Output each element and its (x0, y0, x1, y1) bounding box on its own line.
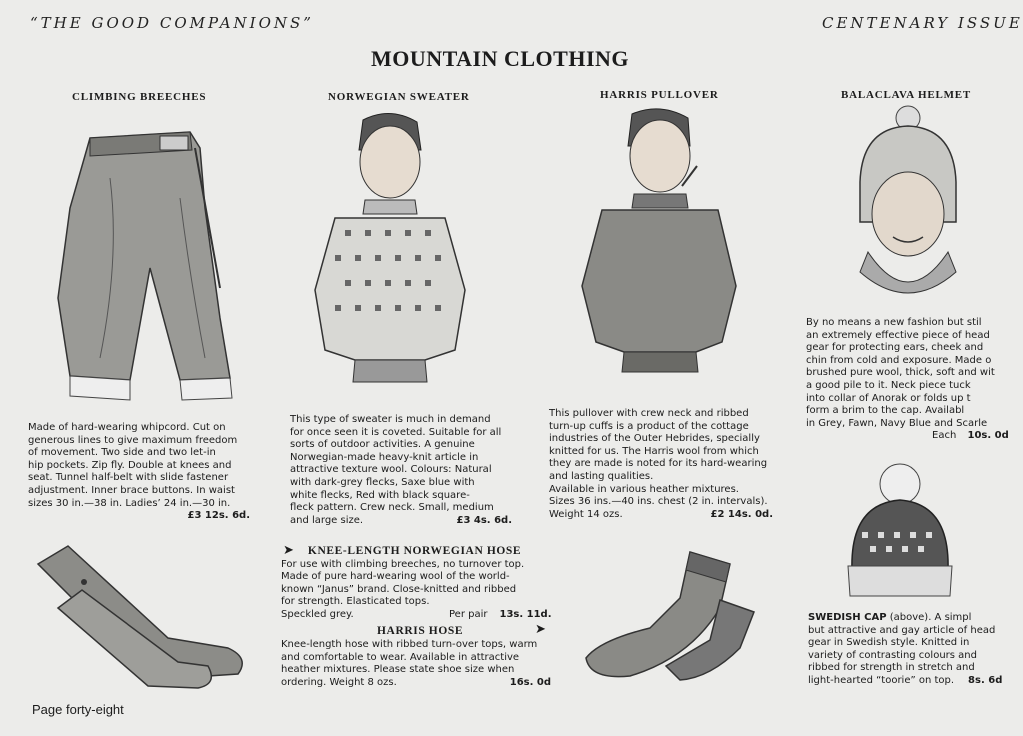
price-swedish-cap: 8s. 6d (968, 674, 1003, 686)
price-harris-hose: 16s. 0d (509, 676, 551, 688)
description-line: an extremely effective piece of head (806, 329, 990, 341)
running-header-left: “THE GOOD COMPANIONS” (30, 14, 314, 32)
price-breeches: £3 12s. 6d. (187, 510, 250, 522)
description-line: brushed pure wool, thick, soft and wit (806, 367, 995, 379)
description-line: This type of sweater is much in demand (290, 414, 491, 425)
description-line: for once seen it is coveted. Suitable for all (290, 426, 502, 438)
description-line: Norwegian-made heavy-knit article in (290, 451, 479, 463)
description-line: seat. Tunnel half-belt with slide fastener (28, 472, 229, 484)
description-line: of movement. Two side and two let-in (28, 447, 216, 459)
description-line: adjustment. Inner brace buttons. In waist (28, 484, 235, 496)
price-pullover: £2 14s. 0d. (710, 508, 773, 520)
description-line: turn-up cuffs is a product of the cottage (549, 420, 749, 432)
description-line: Knee-length hose with ribbed turn-over tops, warm (281, 639, 538, 650)
description-line: industries of the Outer Hebrides, specially (549, 433, 760, 445)
price-sweater: £3 4s. 6d. (456, 514, 512, 526)
description-line: and lasting qualities. (549, 470, 654, 482)
each-label: Each (932, 430, 957, 442)
description-line: sorts of outdoor activities. A genuine (290, 439, 475, 451)
product-name-pullover: HARRIS PULLOVER (600, 89, 719, 101)
description-line: Sizes 36 ins.—40 ins. chest (2 in. intervals). (549, 496, 768, 508)
description-line: light-hearted “toorie” on top. (808, 674, 955, 686)
description-line: heather mixtures. Please state shoe size when (281, 664, 515, 676)
description-line: For use with climbing breeches, no turnover top. (281, 558, 525, 570)
page-number: Page forty-eight (32, 702, 124, 717)
description-line: hip pockets. Zip fly. Double at knees and (28, 459, 232, 471)
description-line: Available in various heather mixtures. (549, 483, 739, 495)
arrow-left-icon: ➤ (283, 543, 294, 558)
description-line: fleck pattern. Crew neck. Small, medium (290, 502, 494, 514)
product-name-sweater: NORWEGIAN SWEATER (328, 91, 470, 103)
breeches-description (28, 422, 268, 523)
description-line: gear for protecting ears, cheek and (806, 342, 984, 354)
harris-pullover-illustration (572, 106, 747, 406)
description-line: and comfortable to wear. Available in attractive (281, 651, 520, 663)
description-line: attractive texture wool. Colours: Natural (290, 464, 492, 476)
description-line: into collar of Anorak or folds up t (806, 392, 971, 404)
description-line: known “Janus” brand. Close-knitted and ribbed (281, 583, 517, 595)
balaclava-illustration (848, 102, 966, 312)
description-line: in Grey, Fawn, Navy Blue and Scarle (806, 417, 988, 429)
description-line: generous lines to give maximum freedom (28, 434, 238, 446)
pullover-description (549, 408, 785, 521)
description-line: chin from cold and exposure. Made o (806, 354, 992, 366)
description-line: By no means a new fashion but stil (806, 317, 982, 328)
harris-hose-block (281, 622, 553, 689)
description-line: they are made is noted for its hard-wearing (549, 458, 768, 470)
description-line: white flecks, Red with black square- (290, 489, 470, 501)
product-name-harris-hose: HARRIS HOSE (377, 625, 464, 637)
description-line: knitted for us. The Harris wool from which (549, 445, 759, 457)
swedish-cap-description (808, 612, 1003, 688)
description-line: variety of contrasting colours and (808, 649, 977, 661)
norwegian-sweater-illustration (305, 110, 480, 410)
price-balaclava: 10s. 0d (967, 430, 1009, 442)
description-line: gear in Swedish style. Knitted in (808, 637, 970, 649)
description-line: sizes 30 in.—38 in. Ladies’ 24 in.—30 in. (28, 497, 231, 509)
description-line: with dark-grey flecks, Saxe blue with (290, 476, 475, 488)
sweater-description (290, 414, 526, 527)
per-pair-label: Per pair (449, 608, 488, 620)
product-name-swedish-cap: SWEDISH CAP (808, 612, 887, 623)
balaclava-description (806, 317, 1009, 443)
description-line: Made of hard-wearing whipcord. Cut on (28, 422, 226, 433)
product-name-balaclava: BALACLAVA HELMET (841, 89, 972, 101)
description-line: a good pile to it. Neck piece tuck (806, 379, 971, 391)
description-line: form a brim to the cap. Availabl (806, 405, 965, 417)
norwegian-hose-illustration (28, 538, 258, 698)
page-title: MOUNTAIN CLOTHING (370, 46, 630, 71)
description-line: for strength. Elasticated tops. (281, 596, 430, 608)
description-line: ribbed for strength in stretch and (808, 662, 975, 674)
swedish-cap-illustration (838, 460, 962, 600)
description-line: This pullover with crew neck and ribbed (549, 408, 749, 419)
product-name-norwegian-hose: KNEE-LENGTH NORWEGIAN HOSE (307, 545, 522, 557)
description-line: (above). A simpl (886, 612, 972, 623)
breeches-illustration (30, 118, 270, 418)
description-line: and large size. (290, 514, 364, 526)
norwegian-hose-block (281, 545, 553, 622)
description-line: Speckled grey. (281, 608, 354, 620)
description-line: ordering. Weight 8 ozs. (281, 676, 397, 688)
arrow-right-icon: ➤ (535, 622, 546, 637)
description-line: but attractive and gay article of head (808, 624, 996, 636)
running-header-right: CENTENARY ISSUE (822, 14, 1023, 32)
product-name-breeches: CLIMBING BREECHES (72, 91, 207, 103)
harris-hose-illustration (570, 548, 760, 688)
description-line: Weight 14 ozs. (549, 508, 623, 520)
description-line: Made of pure hard-wearing wool of the world- (281, 571, 510, 583)
price-norwegian-hose: 13s. 11d. (499, 608, 552, 620)
